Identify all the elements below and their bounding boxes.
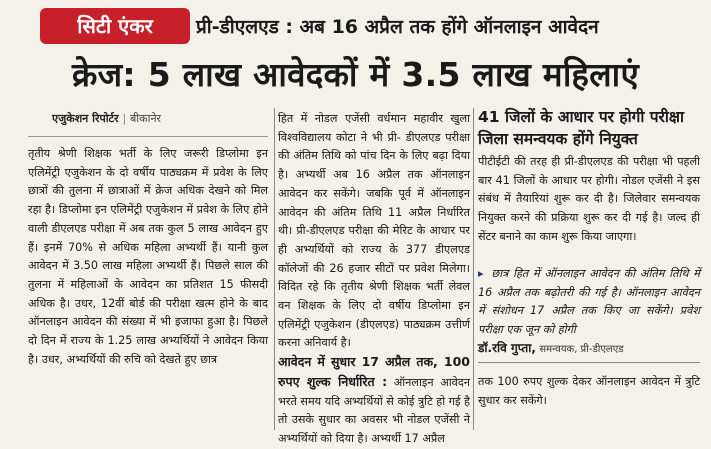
- article-column-2: [278, 110, 470, 449]
- article-column-1: [28, 145, 268, 369]
- side-headline-line-2: जिला समन्वयक होंगे नियुक्त: [478, 130, 638, 148]
- side-story-body: पीटीईटी की तरह ही प्री-डीएलएड की परीक्षा भी पहली बार 41 जिलों के आधार पर होगी। नोडल एजेंसी ने इस संबंध में तैयारियां शुरू कर दी है। जिलेवार समन्वयक नियुक्त करने की प्रक्रिया शुरू कर दी गई है। जल्द ही सेंटर बनाने का काम शुरू किया जाएगा।: [478, 155, 700, 243]
- credit-name: डॉ.रवि गुप्ता,: [478, 341, 536, 355]
- column-2-text-continued: ऑनलाइन आवेदन भरते समय यदि अभ्यर्थियों से कोई त्रुटि हो गई है तो उसके सुधार का अवसर भी नोडल एजेंसी ने अभ्यर्थियों को दिया है। अभ्यर्थी 17 अप्रैल: [278, 375, 471, 445]
- column-2-text: हित में नोडल एजेंसी वर्धमान महावीर खुला विश्वविद्यालय कोटा ने भी प्री- डीएलएड परीक्षा की अंतिम तिथि को पांच दिन के लिए बढ़ा दिया है। अभ्यर्थी अब 16 अप्रैल तक ऑनलाइन आवेदन कर सकेंगे। जबकि पूर्व में ऑनलाइन आवेदन की अंतिम तिथि 11 अप्रैल निर्धारित थी। प्री-डीएलएड परीक्षा की मेरिट के आधार पर ही अभ्यर्थियों को राज्य के 377 डीएलएड कॉलेजों की 26 हजार सीटों पर प्रवेश मिलेगा। विदित रहे कि तृतीय श्रेणी शिक्षक भर्ती लेवल वन शिक्षक के लिए दो वर्षीय डिप्लोमा इन एलिमेंट्री एजुकेशन (डीएलएड) पाठ्यक्रम उत्तीर्ण करना अनिवार्य है।: [278, 112, 470, 350]
- side-story-headline: [478, 106, 706, 150]
- main-headline: क्रेज: 5 लाख आवेदकों में 3.5 लाख महिलाएं: [72, 55, 639, 94]
- byline-separator: |: [122, 112, 127, 125]
- column-divider-2: [473, 108, 474, 430]
- top-strip: [0, 0, 711, 50]
- column-1-text: तृतीय श्रेणी शिक्षक भर्ती के लिए जरूरी डिप्लोमा इन एलिमेंट्री एजुकेशन के दो वर्षीय पाठ्यक्रम में प्रवेश के लिए छात्रों की तुलना में छात्राओं में क्रेज अधिक देखने को मिल रहा है। डिप्लोमा इन एलिमेंट्री एजुकेशन में प्रवेश के लिए होने वाली डीएलएड परीक्षा में अब तक कुल 5 लाख आवेदन हुए हैं। इनमें 70% से अधिक महिला अभ्यर्थी हैं। यानी कुल आवेदन में 3.50 लाख महिला अभ्यर्थी हैं। पिछले साल की तुलना में महिलाओं के आवेदन का प्रतिशत 15 फीसदी अधिक है। उधर, 12वीं बोर्ड की परीक्षा खत्म होने के बाद ऑनलाइन आवेदन की संख्या में भी इजाफा हुआ है। पिछले दो दिन में राज्य के 1.25 लाख अभ्यर्थियों ने आवेदन किया है। उधर, अभ्यर्थियों की रुचि को देखते हुए छात्र: [28, 147, 268, 366]
- section-tag: सिटी एंकर: [40, 8, 190, 44]
- column-divider-1: [274, 108, 275, 430]
- side-divider: [478, 362, 700, 363]
- quote-text: छात्र हित में ऑनलाइन आवेदन की अंतिम तिथि में 16 अप्रैल तक बढ़ोतरी की गई है। ऑनलाइन आवेदन में संशोधन 17 अप्रैल तक किए जा सकेंगे। प्रवेश परीक्षा एक जून को होगी: [478, 267, 700, 337]
- side-story-text: [478, 153, 700, 247]
- correction-subhead: आवेदन में सुधार 17 अप्रैल तक, 100 रुपए शुल्क निर्धारित :: [278, 354, 470, 389]
- continued-text-body: तक 100 रुपए शुल्क देकर ऑनलाइन आवेदन में त्रुटि सुधार कर सकेंगे।: [478, 375, 700, 407]
- byline-divider: [28, 136, 268, 137]
- byline-author: एजुकेशन रिपोर्टर: [52, 112, 119, 125]
- byline-location: बीकानेर: [130, 112, 162, 125]
- quote-bullet-icon: ▸: [478, 267, 484, 280]
- side-headline-line-1: 41 जिलों के आधार पर होगी परीक्षा: [478, 108, 685, 126]
- quote-block: [478, 265, 700, 340]
- credit-role: समन्वयक, प्री-डीएलएड: [539, 344, 624, 355]
- sub-headline: प्री-डीएलएड : अब 16 अप्रैल तक होंगे ऑनलाइन आवेदन: [196, 16, 599, 38]
- byline: [52, 108, 272, 130]
- continued-text: [478, 373, 700, 410]
- quote-credit: [478, 338, 700, 358]
